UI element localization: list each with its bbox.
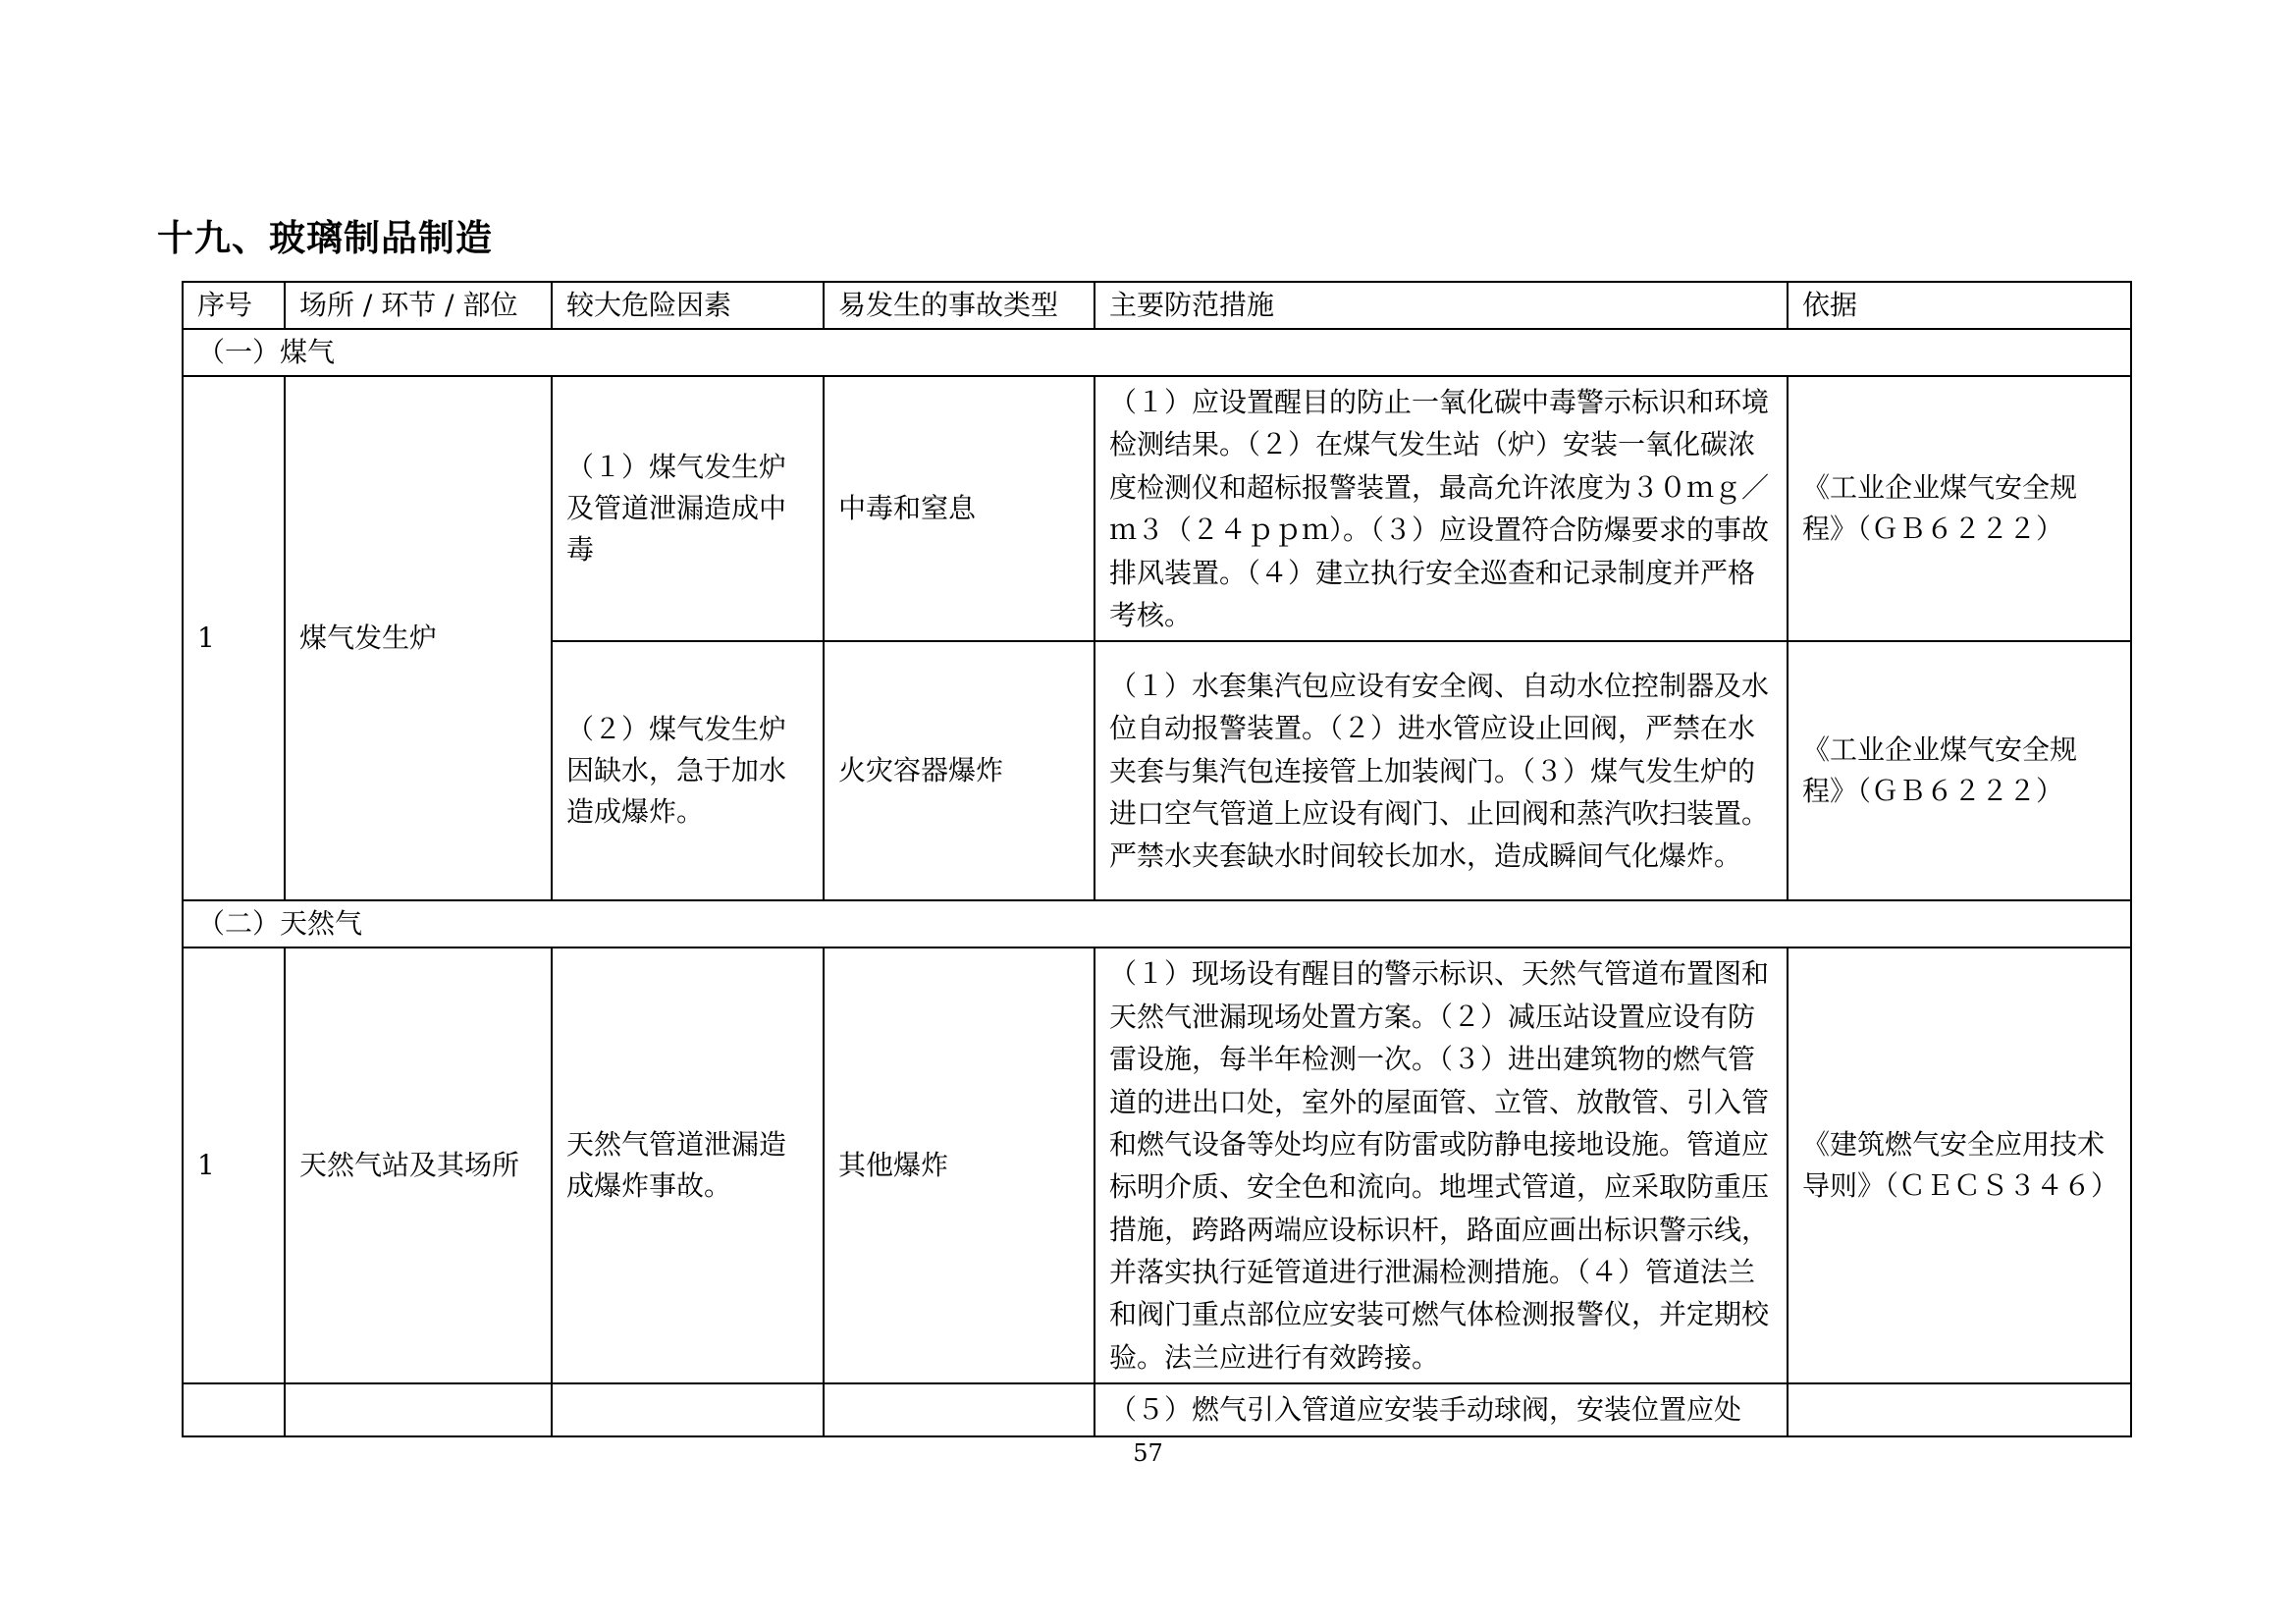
row-risk-empty: [552, 1383, 824, 1435]
row-basis-empty: [1788, 1383, 2131, 1435]
header-no: 序号: [183, 282, 285, 329]
hazard-table: [182, 281, 2132, 1437]
row-measures: （１）水套集汽包应设有安全阀、自动水位控制器及水位自动报警装置。（２）进水管应设止回阀，严禁在水夹套与集汽包连接管上加装阀门。（３）煤气发生炉的进口空气管道上应设有阀门、止回阀和蒸汽吹扫装置。严禁水夹套缺水时间较长加水，造成瞬间气化爆炸。: [1095, 641, 1788, 900]
table-row: [183, 947, 2131, 1383]
section-heading-gas: （一）煤气: [183, 329, 2131, 376]
header-risk: 较大危险因素: [552, 282, 824, 329]
page-number: 57: [1133, 1439, 1163, 1467]
section-heading-row: [183, 900, 2131, 947]
row-number-empty: [183, 1383, 285, 1435]
row-number: 1: [183, 376, 285, 900]
row-number: 1: [183, 947, 285, 1383]
row-risk: （２）煤气发生炉因缺水，急于加水造成爆炸。: [552, 641, 824, 900]
row-risk: （１）煤气发生炉及管道泄漏造成中毒: [552, 376, 824, 641]
table-header-row: [183, 282, 2131, 329]
header-basis: 依据: [1788, 282, 2131, 329]
header-accident: 易发生的事故类型: [824, 282, 1095, 329]
row-place: 煤气发生炉: [285, 376, 552, 900]
section-heading-natural-gas: （二）天然气: [183, 900, 2131, 947]
row-risk: 天然气管道泄漏造成爆炸事故。: [552, 947, 824, 1383]
row-accident: 火灾容器爆炸: [824, 641, 1095, 900]
header-measures: 主要防范措施: [1095, 282, 1788, 329]
table-row: [183, 376, 2131, 641]
row-accident: 中毒和窒息: [824, 376, 1095, 641]
row-basis: 《工业企业煤气安全规程》（ＧＢ６２２２）: [1788, 641, 2131, 900]
row-accident: 其他爆炸: [824, 947, 1095, 1383]
table-row: [183, 1383, 2131, 1435]
row-accident-empty: [824, 1383, 1095, 1435]
row-place-empty: [285, 1383, 552, 1435]
header-place: 场所 / 环节 / 部位: [285, 282, 552, 329]
row-basis: 《建筑燃气安全应用技术导则》（ＣＥＣＳ３４６）: [1788, 947, 2131, 1383]
section-heading-row: [183, 329, 2131, 376]
page-title: 十九、玻璃制品制造: [157, 217, 493, 259]
row-basis: 《工业企业煤气安全规程》（ＧＢ６２２２）: [1788, 376, 2131, 641]
row-measures: （１）现场设有醒目的警示标识、天然气管道布置图和天然气泄漏现场处置方案。（２）减压站设置应设有防雷设施，每半年检测一次。（３）进出建筑物的燃气管道的进出口处，室外的屋面管、立管、放散管、引入管和燃气设备等处均应有防雷或防静电接地设施。管道应标明介质、安全色和流向。地埋式管道，应采取防重压措施，跨路两端应设标识杆，路面应画出标识警示线，并落实执行延管道进行泄漏检测措施。（４）管道法兰和阀门重点部位应安装可燃气体检测报警仪，并定期校验。法兰应进行有效跨接。: [1095, 947, 1788, 1383]
row-place: 天然气站及其场所: [285, 947, 552, 1383]
row-measures-continued: （５）燃气引入管道应安装手动球阀，安装位置应处: [1095, 1383, 1788, 1435]
row-measures: （１）应设置醒目的防止一氧化碳中毒警示标识和环境检测结果。（２）在煤气发生站（炉）安装一氧化碳浓度检测仪和超标报警装置，最高允许浓度为３０ｍｇ／ｍ３（２４ｐｐｍ）。（３）应设置符合防爆要求的事故排风装置。（４）建立执行安全巡查和记录制度并严格考核。: [1095, 376, 1788, 641]
